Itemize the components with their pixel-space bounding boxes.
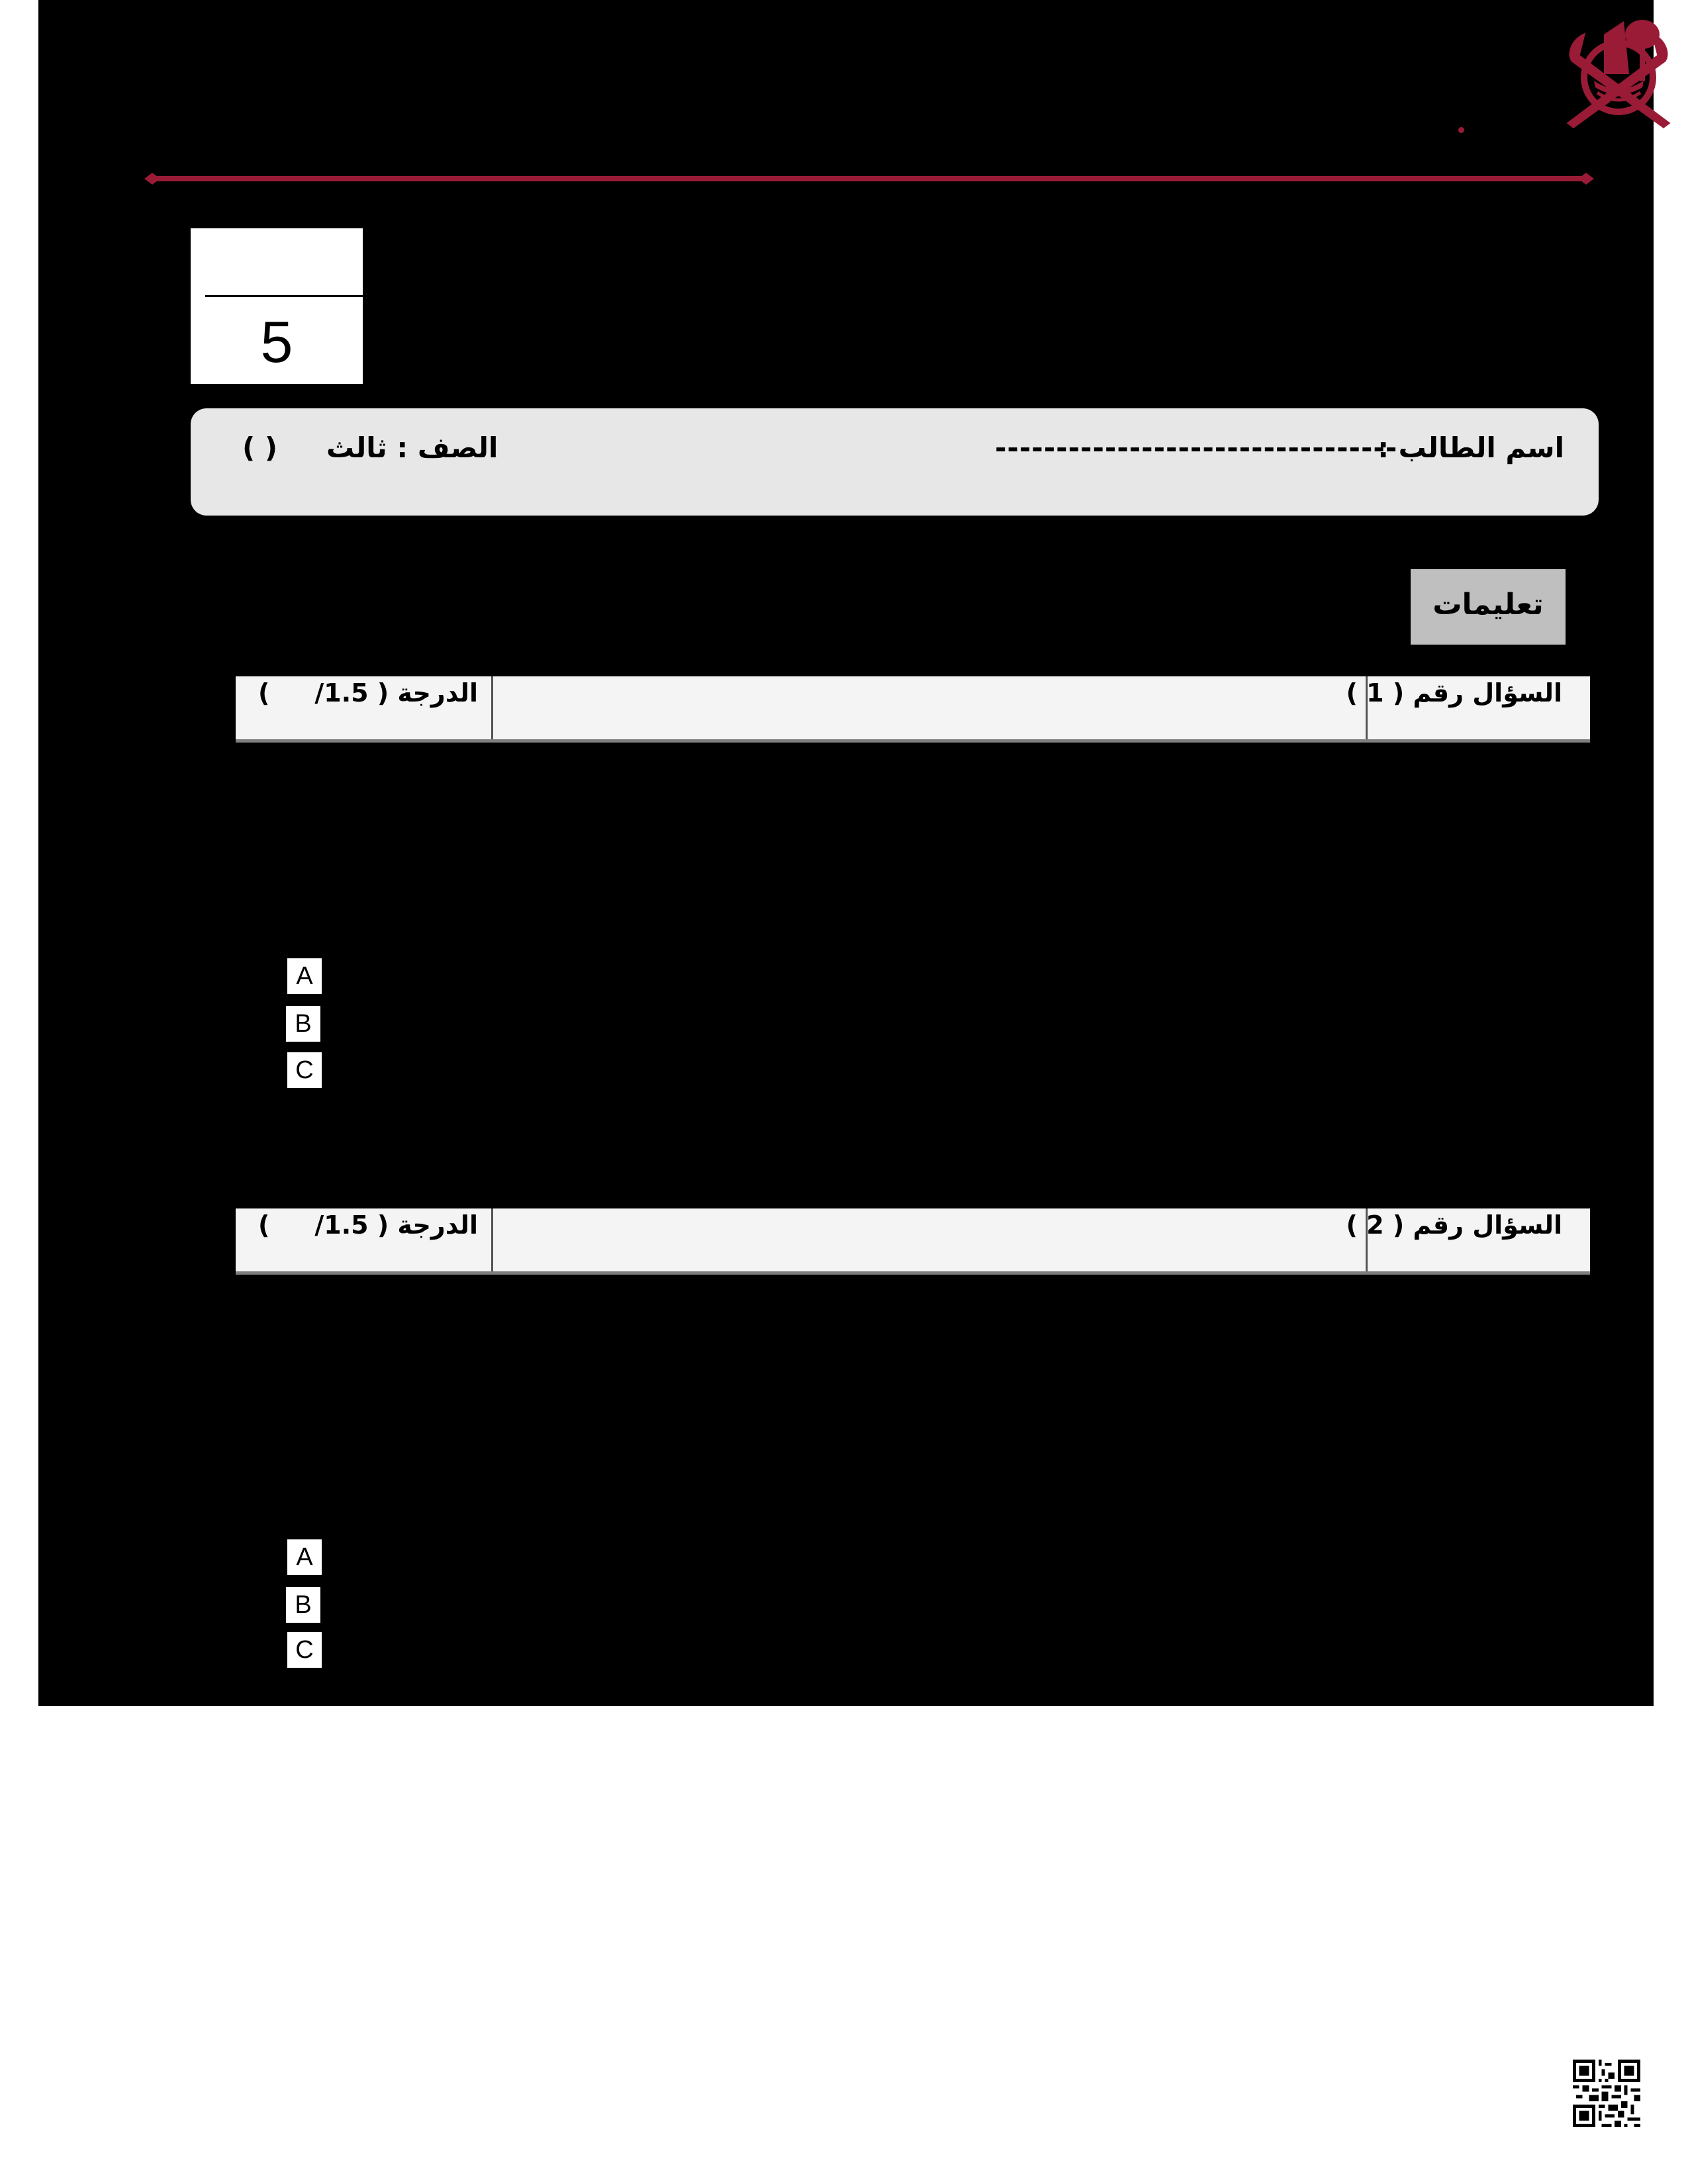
score-label: الدرجة ( 1.5/ (314, 678, 478, 707)
grade-fraction-line (205, 295, 363, 297)
student-name-label: اسم الطالب : (1378, 432, 1564, 464)
question-number-label: السؤال رقم ( 1 ) (1346, 678, 1562, 707)
class-label: الصف : ثالث (326, 432, 498, 464)
exam-page (38, 0, 1654, 1706)
total-grade-box (191, 228, 363, 384)
score-field[interactable]: ( (258, 678, 270, 707)
qatar-emblem-icon (1564, 15, 1673, 140)
qr-code-icon (1573, 2060, 1640, 2127)
option-c-box[interactable]: C (287, 1052, 322, 1088)
decorative-dot (1458, 127, 1464, 133)
score-field[interactable]: ( (258, 1210, 270, 1240)
option-c-box[interactable]: C (287, 1632, 322, 1668)
option-b-box[interactable]: B (286, 1006, 320, 1042)
student-name-field[interactable]: --------------------------------- (995, 432, 1398, 464)
option-a-box[interactable]: A (287, 958, 322, 994)
student-info-bar (191, 408, 1599, 516)
instructions-button[interactable]: تعليمات (1411, 569, 1566, 645)
question-text-area (491, 676, 1368, 739)
question-header-1 (236, 676, 1590, 743)
class-section-field[interactable]: ( ) (242, 432, 278, 464)
header-divider (144, 169, 1594, 189)
option-a-box[interactable]: A (287, 1539, 322, 1575)
question-number-label: السؤال رقم ( 2 ) (1346, 1210, 1562, 1240)
score-label: الدرجة ( 1.5/ (314, 1210, 478, 1240)
question-header-2 (236, 1208, 1590, 1275)
question-text-area (491, 1208, 1368, 1271)
grade-total: 5 (260, 309, 293, 375)
option-b-box[interactable]: B (286, 1587, 320, 1623)
